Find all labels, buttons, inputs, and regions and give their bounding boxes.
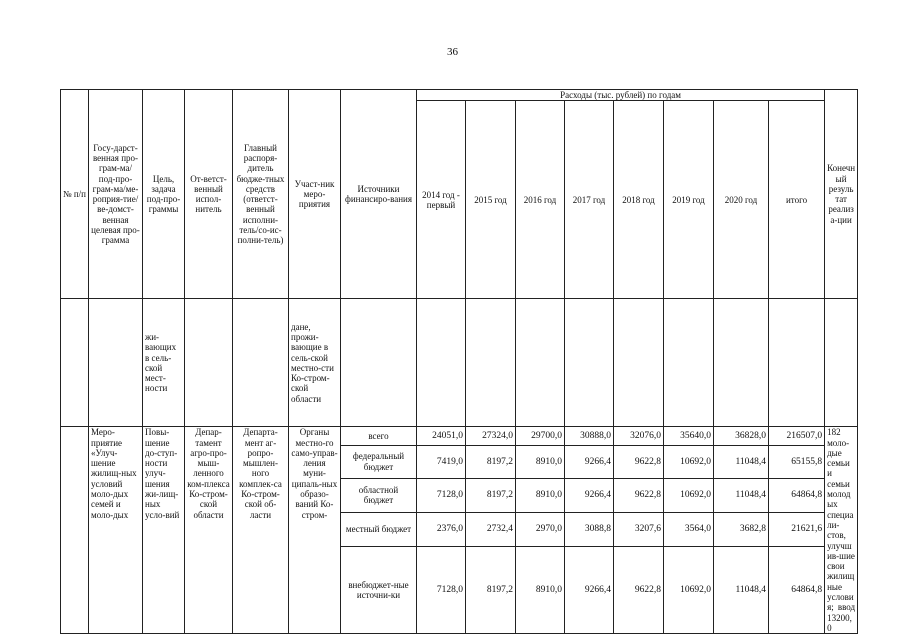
value-cell: 9622,8	[614, 478, 664, 512]
total-cell: 64864,8	[769, 547, 825, 634]
value-cell: 3088,8	[565, 512, 614, 546]
value-cell: 2970,0	[516, 512, 565, 546]
total-cell: 65155,8	[769, 445, 825, 478]
header-program: Госу-дарст-венная про-грам-ма/под-про-грам-ма/ме-роприя-тие/ве-домст-венная целевая про-грамма	[89, 90, 143, 299]
value-cell: 10692,0	[664, 547, 714, 634]
page-number: 36	[447, 46, 458, 58]
value-cell: 10692,0	[664, 445, 714, 478]
header-participant: Участ-ник меро-приятия	[289, 90, 341, 299]
value-cell: 9622,8	[614, 547, 664, 634]
value-cell: 7128,0	[417, 478, 466, 512]
source-label: местный бюджет	[341, 512, 417, 546]
measure-manager: Департа-мент аг-ропро-мышлен-ного комплек-са Ко-стром-ской об-ласти	[233, 427, 289, 634]
value-cell: 35640,0	[664, 427, 714, 446]
header-result: Конечный результат реализа-ции	[825, 90, 858, 299]
value-cell: 9622,8	[614, 445, 664, 478]
header-year: 2018 год	[614, 101, 664, 299]
source-label: федеральный бюджет	[341, 445, 417, 478]
value-cell: 11048,4	[714, 445, 769, 478]
value-cell: 29700,0	[516, 427, 565, 446]
header-num: № п/п	[61, 90, 89, 299]
value-cell: 9266,4	[565, 478, 614, 512]
value-cell: 2732,4	[466, 512, 516, 546]
header-year: 2017 год	[565, 101, 614, 299]
continuation-goal: жи-вающих в сель-ской мест-ности	[143, 299, 185, 427]
value-cell: 9266,4	[565, 547, 614, 634]
value-cell: 11048,4	[714, 478, 769, 512]
total-cell: 64864,8	[769, 478, 825, 512]
total-cell: 216507,0	[769, 427, 825, 446]
value-cell: 8910,0	[516, 547, 565, 634]
measure-participant: Органы местно-го само-управ-ления муни-ципаль-ных образо-ваний Ко-стром-	[289, 427, 341, 634]
value-cell: 8197,2	[466, 445, 516, 478]
header-year: 2019 год	[664, 101, 714, 299]
source-label: всего	[341, 427, 417, 446]
value-cell: 8197,2	[466, 478, 516, 512]
measure-result: 182 моло-дые семьи и семьи молодых специали-стов, улучшив-шие свои жилищные условия; ввод 13200,0	[825, 427, 858, 634]
value-cell: 8910,0	[516, 478, 565, 512]
header-sources: Источники финансиро-вания	[341, 90, 417, 299]
value-cell: 24051,0	[417, 427, 466, 446]
total-cell: 21621,6	[769, 512, 825, 546]
value-cell: 7128,0	[417, 547, 466, 634]
value-cell: 3682,8	[714, 512, 769, 546]
measure-program: Меро-приятие «Улуч-шение жилищ-ных условий моло-дых семей и моло-дых	[89, 427, 143, 634]
measure-responsible: Депар-тамент агро-про-мыш-ленного ком-плекса Ко-стром-ской области	[185, 427, 233, 634]
continuation-participant: дане, прожи-вающие в сель-ской местно-сти Ко-стром-ской области	[289, 299, 341, 427]
header-year: 2020 год	[714, 101, 769, 299]
header-manager: Главный распоря-дитель бюдже-тных средств (ответст-венный исполни-тель/со-ис-полни-тель)	[233, 90, 289, 299]
header-responsible: От-ветст-венный испол-нитель	[185, 90, 233, 299]
value-cell: 10692,0	[664, 478, 714, 512]
source-label: областной бюджет	[341, 478, 417, 512]
value-cell: 32076,0	[614, 427, 664, 446]
header-year: 2015 год	[466, 101, 516, 299]
value-cell: 9266,4	[565, 445, 614, 478]
value-cell: 3207,6	[614, 512, 664, 546]
value-cell: 8910,0	[516, 445, 565, 478]
value-cell: 2376,0	[417, 512, 466, 546]
table-row	[61, 427, 858, 446]
source-label: внебюджет-ные источни-ки	[341, 547, 417, 634]
header-total: итого	[769, 101, 825, 299]
header-expenses-title: Расходы (тыс. рублей) по годам	[417, 90, 825, 101]
value-cell: 36828,0	[714, 427, 769, 446]
value-cell: 27324,0	[466, 427, 516, 446]
table-row	[61, 299, 858, 427]
value-cell: 8197,2	[466, 547, 516, 634]
value-cell: 7419,0	[417, 445, 466, 478]
header-year: 2014 год - первый	[417, 101, 466, 299]
header-goal: Цель, задача под-про-граммы	[143, 90, 185, 299]
value-cell: 3564,0	[664, 512, 714, 546]
value-cell: 30888,0	[565, 427, 614, 446]
expenses-table	[60, 89, 858, 634]
value-cell: 11048,4	[714, 547, 769, 634]
measure-goal: Повы-шение до-ступ-ности улуч-шения жи-лищ-ных усло-вий	[143, 427, 185, 634]
header-year: 2016 год	[516, 101, 565, 299]
